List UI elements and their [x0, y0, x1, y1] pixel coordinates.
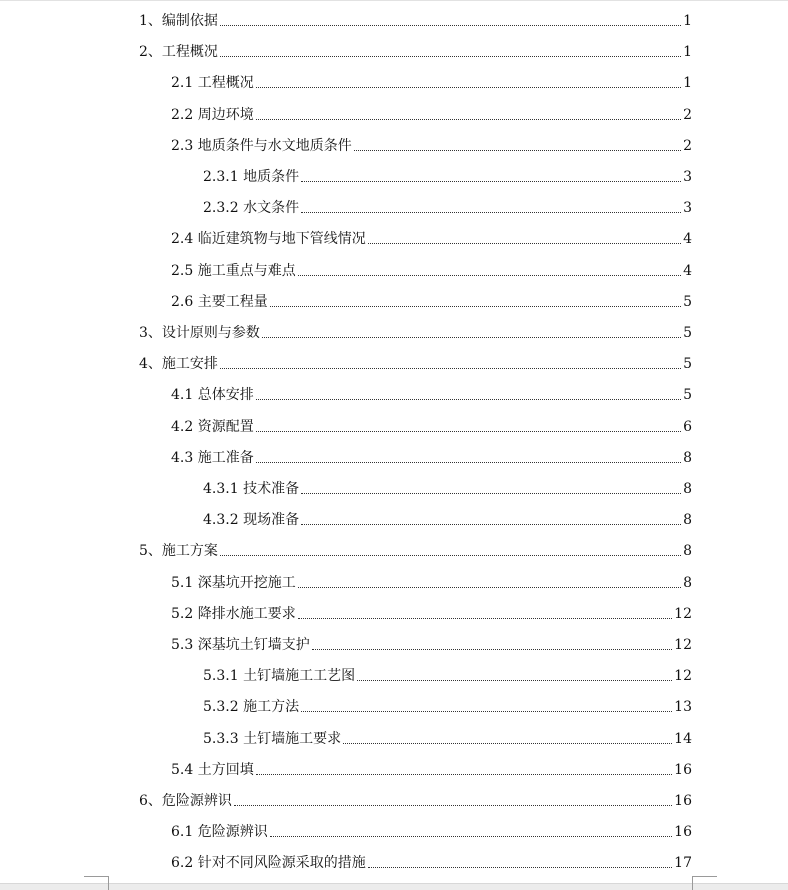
toc-entry-title: 5.3.3 土钉墙施工要求	[203, 730, 342, 747]
toc-dot-leader	[256, 461, 681, 463]
toc-dot-leader	[262, 336, 681, 338]
toc-dot-leader	[220, 554, 681, 556]
toc-dot-leader	[354, 149, 681, 151]
toc-entry-page-number: 5	[683, 325, 692, 341]
toc-entry[interactable]	[203, 195, 692, 217]
toc-entry-title: 5.2 降排水施工要求	[171, 605, 296, 622]
toc-entry[interactable]	[171, 133, 692, 155]
toc-entry[interactable]	[171, 258, 692, 280]
toc-entry-page-number: 3	[683, 200, 692, 217]
toc-entry-title: 2、工程概况	[139, 44, 218, 61]
toc-entry-page-number: 5	[683, 387, 692, 404]
toc-entry[interactable]	[171, 850, 692, 872]
toc-entry[interactable]	[203, 726, 692, 748]
toc-dot-leader	[368, 242, 681, 244]
toc-entry-page-number: 8	[683, 543, 692, 560]
toc-entry[interactable]	[171, 819, 692, 841]
toc-entry[interactable]	[171, 289, 692, 311]
toc-dot-leader	[357, 679, 672, 681]
toc-dot-leader	[301, 180, 681, 182]
toc-entry-title: 5、施工方案	[139, 543, 218, 560]
toc-entry-title: 2.4 临近建筑物与地下管线情况	[171, 231, 366, 248]
toc-entry-page-number: 16	[674, 761, 692, 778]
toc-entry[interactable]	[171, 414, 692, 436]
toc-dot-leader	[234, 804, 672, 806]
toc-entry-page-number: 12	[674, 605, 692, 622]
toc-entry-page-number: 5	[683, 356, 692, 373]
toc-entry[interactable]	[139, 39, 692, 61]
toc-entry-page-number: 5	[683, 293, 692, 310]
toc-entry-page-number: 4	[683, 231, 692, 248]
toc-dot-leader	[256, 773, 672, 775]
toc-entry[interactable]	[171, 102, 692, 124]
toc-entry[interactable]	[139, 788, 692, 810]
toc-dot-leader	[301, 492, 681, 494]
toc-entry-title: 5.1 深基坑开挖施工	[171, 574, 296, 591]
toc-entry-title: 4.1 总体安排	[171, 387, 254, 404]
toc-entry-title: 2.3.1 地质条件	[203, 169, 300, 185]
toc-entry[interactable]	[139, 8, 692, 30]
toc-entry-page-number: 8	[683, 512, 692, 529]
toc-entry[interactable]	[139, 538, 692, 560]
toc-entry-page-number: 12	[674, 637, 692, 653]
toc-entry[interactable]	[203, 507, 692, 529]
toc-entry-title: 1、编制依据	[139, 13, 218, 29]
page-corner-mark-right	[692, 876, 717, 890]
toc-dot-leader	[256, 118, 681, 120]
toc-entry-title: 6、危险源辨识	[139, 793, 232, 809]
toc-entry[interactable]	[171, 445, 692, 467]
toc-entry-page-number: 17	[674, 855, 692, 872]
toc-entry-title: 2.3 地质条件与水文地质条件	[171, 137, 352, 154]
toc-dot-leader	[270, 835, 672, 837]
toc-entry-page-number: 8	[683, 574, 692, 591]
toc-dot-leader	[301, 211, 681, 213]
toc-entry-page-number: 8	[683, 481, 692, 497]
toc-entry-title: 2.5 施工重点与难点	[171, 262, 296, 279]
toc-entry[interactable]	[139, 320, 692, 342]
toc-entry-title: 2.6 主要工程量	[171, 293, 268, 310]
toc-dot-leader	[298, 617, 672, 619]
toc-entry-title: 3、设计原则与参数	[139, 325, 260, 341]
toc-entry-title: 4.2 资源配置	[171, 418, 254, 435]
toc-dot-leader	[301, 710, 672, 712]
toc-entry-page-number: 1	[683, 75, 692, 92]
toc-entry[interactable]	[203, 476, 692, 498]
toc-dot-leader	[298, 274, 681, 276]
toc-entry-page-number: 2	[683, 137, 692, 154]
toc-entry[interactable]	[171, 601, 692, 623]
toc-entry[interactable]	[139, 351, 692, 373]
toc-entry-title: 5.4 土方回填	[171, 761, 254, 778]
toc-entry-page-number: 2	[683, 106, 692, 123]
toc-dot-leader	[256, 398, 681, 400]
toc-entry-title: 5.3 深基坑土钉墙支护	[171, 637, 310, 653]
toc-dot-leader	[301, 523, 681, 525]
toc-entry-page-number: 12	[674, 668, 692, 685]
toc-entry-page-number: 8	[683, 449, 692, 466]
toc-dot-leader	[220, 24, 681, 26]
toc-entry-title: 6.1 危险源辨识	[171, 824, 268, 841]
toc-dot-leader	[343, 742, 672, 744]
toc-entry-title: 2.1 工程概况	[171, 75, 254, 92]
toc-entry-title: 2.2 周边环境	[171, 106, 254, 123]
toc-entry-page-number: 6	[683, 418, 692, 435]
toc-entry-page-number: 1	[683, 13, 692, 29]
toc-entry-page-number: 16	[674, 793, 692, 809]
toc-entry-page-number: 16	[674, 824, 692, 841]
toc-entry-page-number: 1	[683, 44, 692, 61]
toc-entry[interactable]	[171, 570, 692, 592]
toc-dot-leader	[220, 367, 681, 369]
toc-entry-title: 2.3.2 水文条件	[203, 200, 300, 217]
toc-dot-leader	[256, 86, 681, 88]
toc-entry-title: 4.3.1 技术准备	[203, 481, 300, 497]
toc-entry-title: 5.3.1 土钉墙施工工艺图	[203, 668, 356, 685]
toc-entry[interactable]	[171, 757, 692, 779]
toc-dot-leader	[298, 586, 681, 588]
page-corner-mark-left	[84, 876, 109, 890]
toc-entry-title: 4、施工安排	[139, 356, 218, 373]
toc-dot-leader	[312, 648, 672, 650]
toc-entry[interactable]	[203, 164, 692, 186]
toc-entry-title: 4.3.2 现场准备	[203, 512, 300, 529]
toc-entry[interactable]	[171, 226, 692, 248]
toc-entry[interactable]	[203, 694, 692, 716]
toc-entry[interactable]	[171, 382, 692, 404]
toc-entry-page-number: 4	[683, 262, 692, 279]
toc-entry-title: 4.3 施工准备	[171, 449, 254, 466]
toc-dot-leader	[368, 866, 672, 868]
toc-entry-page-number: 13	[674, 699, 692, 716]
toc-entry-title: 6.2 针对不同风险源采取的措施	[171, 855, 366, 872]
toc-dot-leader	[270, 305, 681, 307]
toc-dot-leader	[256, 430, 681, 432]
toc-entry[interactable]	[203, 663, 692, 685]
toc-entry-page-number: 14	[674, 730, 692, 747]
toc-entry[interactable]	[171, 632, 692, 654]
toc-entry-title: 5.3.2 施工方法	[203, 699, 300, 716]
toc-entry[interactable]	[171, 70, 692, 92]
toc-dot-leader	[220, 55, 681, 57]
toc-entry-page-number: 3	[683, 169, 692, 185]
